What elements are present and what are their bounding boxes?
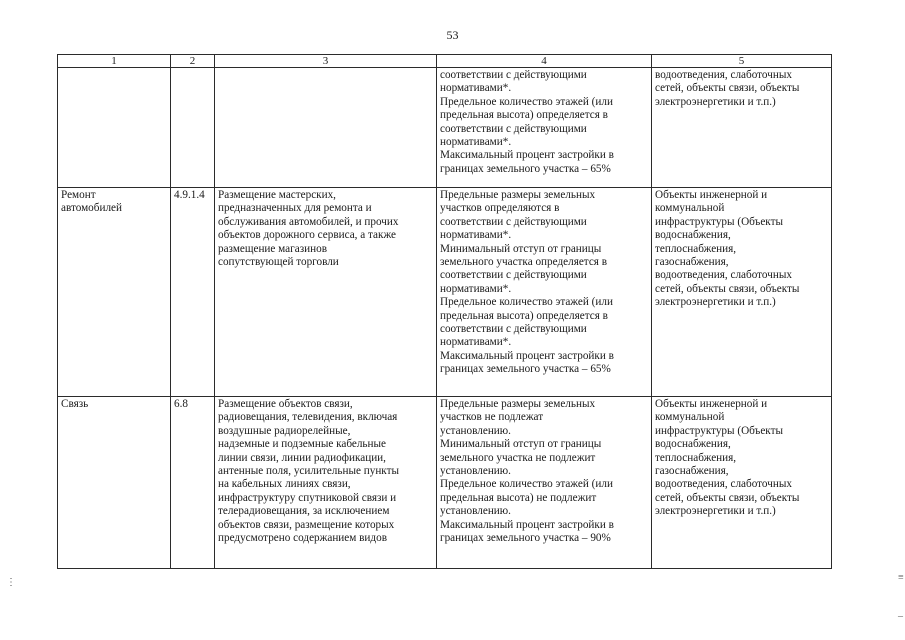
margin-mark-right-bottom: –: [898, 611, 903, 622]
cell-line: электроэнергетики и т.п.): [655, 296, 776, 309]
cell-line: теплоснабжения,: [655, 242, 737, 255]
cell-line: объектов связи, размещение которых: [218, 518, 395, 531]
cell-line: нормативами*.: [440, 136, 512, 149]
cell-line: коммунальной: [655, 202, 725, 215]
cell-line: объектов дорожного сервиса, а также: [218, 229, 396, 242]
cell-line: Предельные размеры земельных: [440, 398, 596, 410]
cell-line: водоснабжения,: [655, 229, 731, 242]
cell-line: воздушные радиорелейные,: [218, 424, 351, 437]
table-row: [58, 68, 832, 188]
column-header-3: 3: [215, 55, 437, 68]
cell-line: Объекты инженерной и: [655, 398, 768, 410]
objects-cell: [652, 188, 832, 397]
cell-line: телерадиовещания, за исключением: [218, 505, 390, 518]
use-code-cell: [171, 68, 215, 188]
cell-line: нормативами*.: [440, 282, 512, 295]
cell-line: теплоснабжения,: [655, 451, 737, 464]
cell-line: соответствии с действующими: [440, 69, 587, 81]
cell-line: на кабельных линиях связи,: [218, 478, 351, 491]
parameters-cell: [437, 188, 652, 397]
cell-line: участков определяются в: [440, 202, 560, 215]
cell-line: инфраструктуры (Объекты: [655, 215, 784, 228]
cell-line: Размещение мастерских,: [218, 189, 336, 201]
cell-line: размещение магазинов: [218, 242, 327, 255]
cell-line: Минимальный отступ от границы: [440, 438, 602, 451]
cell-line: Связь: [61, 398, 89, 410]
use-code-cell: [171, 397, 215, 569]
use-description-cell: [215, 188, 437, 397]
cell-line: автомобилей: [61, 202, 122, 215]
cell-line: сопутствующей торговли: [218, 256, 339, 269]
cell-line: Максимальный процент застройки в: [440, 149, 614, 162]
margin-mark-right: ≡: [898, 572, 904, 583]
cell-line: Максимальный процент застройки в: [440, 349, 614, 362]
cell-line: водоснабжения,: [655, 438, 731, 451]
cell-line: предельная высота) определяется в: [440, 109, 608, 122]
cell-line: сетей, объекты связи, объекты: [655, 491, 800, 504]
column-header-2: 2: [171, 55, 215, 68]
cell-line: земельного участка определяется в: [440, 256, 608, 269]
use-description-cell: [215, 397, 437, 569]
cell-line: нормативами*.: [440, 229, 512, 242]
cell-line: газоснабжения,: [655, 465, 729, 478]
cell-line: Предельное количество этажей (или: [440, 296, 613, 309]
cell-line: надземные и подземные кабельные: [218, 438, 387, 451]
cell-line: сетей, объекты связи, объекты: [655, 282, 800, 295]
use-description-cell: [215, 68, 437, 188]
cell-line: соответствии с действующими: [440, 215, 587, 228]
cell-line: нормативами*.: [440, 82, 512, 95]
cell-line: границах земельного участка – 90%: [440, 532, 611, 545]
cell-line: нормативами*.: [440, 336, 512, 349]
cell-line: границах земельного участка – 65%: [440, 162, 611, 175]
cell-line: соответствии с действующими: [440, 122, 587, 135]
objects-cell: [652, 68, 832, 188]
objects-cell: [652, 397, 832, 569]
table-row: [58, 188, 832, 397]
cell-line: границах земельного участка – 65%: [440, 363, 611, 376]
cell-line: инфраструктуру спутниковой связи и: [218, 491, 397, 504]
table-body: [58, 68, 832, 569]
margin-mark-left: ⋮: [6, 577, 16, 588]
cell-line: Ремонт: [61, 189, 96, 201]
cell-text: 4.9.1.4: [174, 189, 205, 201]
cell-line: электроэнергетики и т.п.): [655, 505, 776, 518]
cell-line: Максимальный процент застройки в: [440, 518, 614, 531]
cell-text: 6.8: [174, 398, 188, 410]
cell-line: Размещение объектов связи,: [218, 398, 353, 410]
cell-line: установлению.: [440, 465, 511, 478]
cell-line: Предельное количество этажей (или: [440, 478, 613, 491]
cell-line: Минимальный отступ от границы: [440, 242, 602, 255]
use-name-cell: [58, 188, 171, 397]
cell-line: обслуживания автомобилей, и прочих: [218, 215, 399, 228]
column-header-5: 5: [652, 55, 832, 68]
cell-line: радиовещания, телевидения, включая: [218, 411, 398, 424]
table-row: [58, 397, 832, 569]
cell-line: земельного участка не подлежит: [440, 451, 596, 464]
cell-line: коммунальной: [655, 411, 725, 424]
use-name-cell: [58, 68, 171, 188]
cell-line: участков не подлежат: [440, 411, 544, 424]
use-code-cell: [171, 188, 215, 397]
cell-line: Предельное количество этажей (или: [440, 95, 613, 108]
parameters-cell: [437, 397, 652, 569]
column-header-1: 1: [58, 55, 171, 68]
cell-line: Предельные размеры земельных: [440, 189, 596, 201]
header-row: [58, 55, 832, 68]
cell-line: газоснабжения,: [655, 256, 729, 269]
cell-line: водоотведения, слаботочных: [655, 69, 792, 81]
cell-line: водоотведения, слаботочных: [655, 478, 792, 491]
use-name-cell: [58, 397, 171, 569]
cell-line: установлению.: [440, 424, 511, 437]
cell-line: инфраструктуры (Объекты: [655, 424, 784, 437]
cell-line: Объекты инженерной и: [655, 189, 768, 201]
zoning-table: [57, 54, 832, 569]
cell-line: водоотведения, слаботочных: [655, 269, 792, 282]
page-number: 53: [446, 28, 459, 42]
column-header-4: 4: [437, 55, 652, 68]
cell-line: соответствии с действующими: [440, 269, 587, 282]
cell-line: сетей, объекты связи, объекты: [655, 82, 800, 95]
cell-line: предусмотрено содержанием видов: [218, 532, 387, 545]
cell-line: установлению.: [440, 505, 511, 518]
cell-line: предельная высота) определяется в: [440, 309, 608, 322]
cell-line: антенные поля, усилительные пункты: [218, 465, 399, 478]
parameters-cell: [437, 68, 652, 188]
cell-line: предельная высота) не подлежит: [440, 491, 597, 504]
cell-line: соответствии с действующими: [440, 323, 587, 336]
cell-line: линии связи, линии радиофикации,: [218, 451, 386, 464]
cell-line: электроэнергетики и т.п.): [655, 95, 776, 108]
cell-line: предназначенных для ремонта и: [218, 202, 372, 215]
